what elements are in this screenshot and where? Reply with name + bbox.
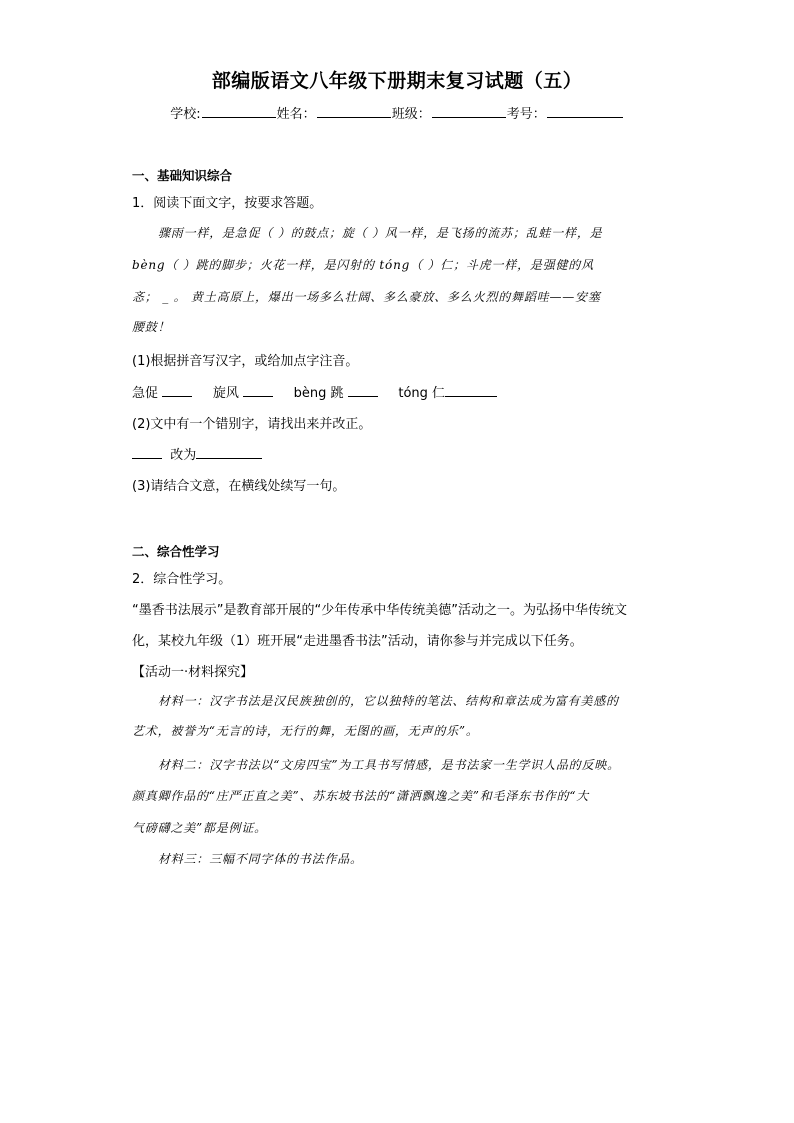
passage-line-2: bèng（ ）跳的脚步；火花一样，是闪射的 tóng（ ）仁；斗虎一样，是强健的风 [132, 258, 594, 272]
material1-line-2: 艺术，被誉为“无言的诗，无行的舞，无图的画，无声的乐”。 [132, 724, 479, 738]
correct-label: 改为 [170, 448, 197, 463]
correction-row [132, 444, 262, 463]
passage-line-3: 忞； _ 。 黄土高原上，爆出一场多么壮阔、多么豪放、多么火烈的舞蹈哇——安塞 [132, 290, 601, 304]
material2-line-3: 气磅礴之美”都是例证。 [132, 821, 267, 835]
school-label: 学校: [170, 107, 201, 122]
passage-line-4: 腰鼓！ [132, 320, 171, 334]
section2-heading: 二、综合性学习 [132, 544, 220, 559]
school-blank[interactable] [202, 104, 276, 118]
section1-heading: 一、基础知识综合 [132, 168, 233, 183]
student-info-row [0, 103, 794, 122]
material2-line-1: 材料二：汉字书法以“文房四宝”为工具书写情感，是书法家一生学识人品的反映。 [158, 758, 620, 772]
fill-blank-4[interactable] [445, 384, 497, 397]
exam-no-label: 考号： [506, 107, 546, 122]
fill-row [132, 382, 497, 401]
fill-item-1: 急促 [132, 386, 159, 401]
q2-stem: 2．综合性学习。 [132, 572, 232, 587]
sub-question-2: (2)文中有一个错别字，请找出来并改正。 [132, 417, 372, 432]
activity-title: 【活动一·材料探究】 [132, 665, 254, 680]
fill-item-2: 旋风 [212, 386, 239, 401]
sub-question-1: (1)根据拼音写汉字，或给加点字注音。 [132, 354, 359, 369]
passage-line-1: 骤雨一样，是急促（ ）的鼓点；旋（ ）风一样，是飞扬的流苏；乱蛙一样，是 [158, 226, 603, 240]
q1-stem: 1．阅读下面文字，按要求答题。 [132, 196, 323, 211]
fill-blank-2[interactable] [243, 384, 273, 397]
fill-item-3: bèng 跳 [293, 386, 344, 401]
wrong-char-blank[interactable] [132, 446, 162, 459]
exam-no-blank[interactable] [547, 104, 623, 118]
sub-question-3: (3)请结合文意，在横线处续写一句。 [132, 479, 346, 494]
q2-intro-line-1: “墨香书法展示”是教育部开展的“少年传承中华传统美德”活动之一。为弘扬中华传统文 [132, 603, 627, 618]
fill-blank-3[interactable] [348, 384, 378, 397]
name-label: 姓名： [276, 107, 316, 122]
material2-line-2: 颜真卿作品的“庄严正直之美”、苏东坡书法的“潇洒飘逸之美”和毛泽东书作的“大 [132, 789, 590, 803]
page-title: 部编版语文八年级下册期末复习试题（五） [211, 70, 583, 92]
fill-blank-1[interactable] [162, 384, 192, 397]
name-blank[interactable] [317, 104, 391, 118]
material3-line: 材料三：三幅不同字体的书法作品。 [158, 852, 363, 866]
q2-intro-line-2: 化，某校九年级（1）班开展“走进墨香书法”活动，请你参与并完成以下任务。 [132, 634, 583, 649]
class-label: 班级： [391, 107, 431, 122]
material1-line-1: 材料一：汉字书法是汉民族独创的，它以独特的笔法、结构和章法成为富有美感的 [158, 694, 619, 708]
correct-char-blank[interactable] [196, 446, 262, 459]
fill-item-4: tóng 仁 [398, 386, 446, 401]
class-blank[interactable] [432, 104, 506, 118]
